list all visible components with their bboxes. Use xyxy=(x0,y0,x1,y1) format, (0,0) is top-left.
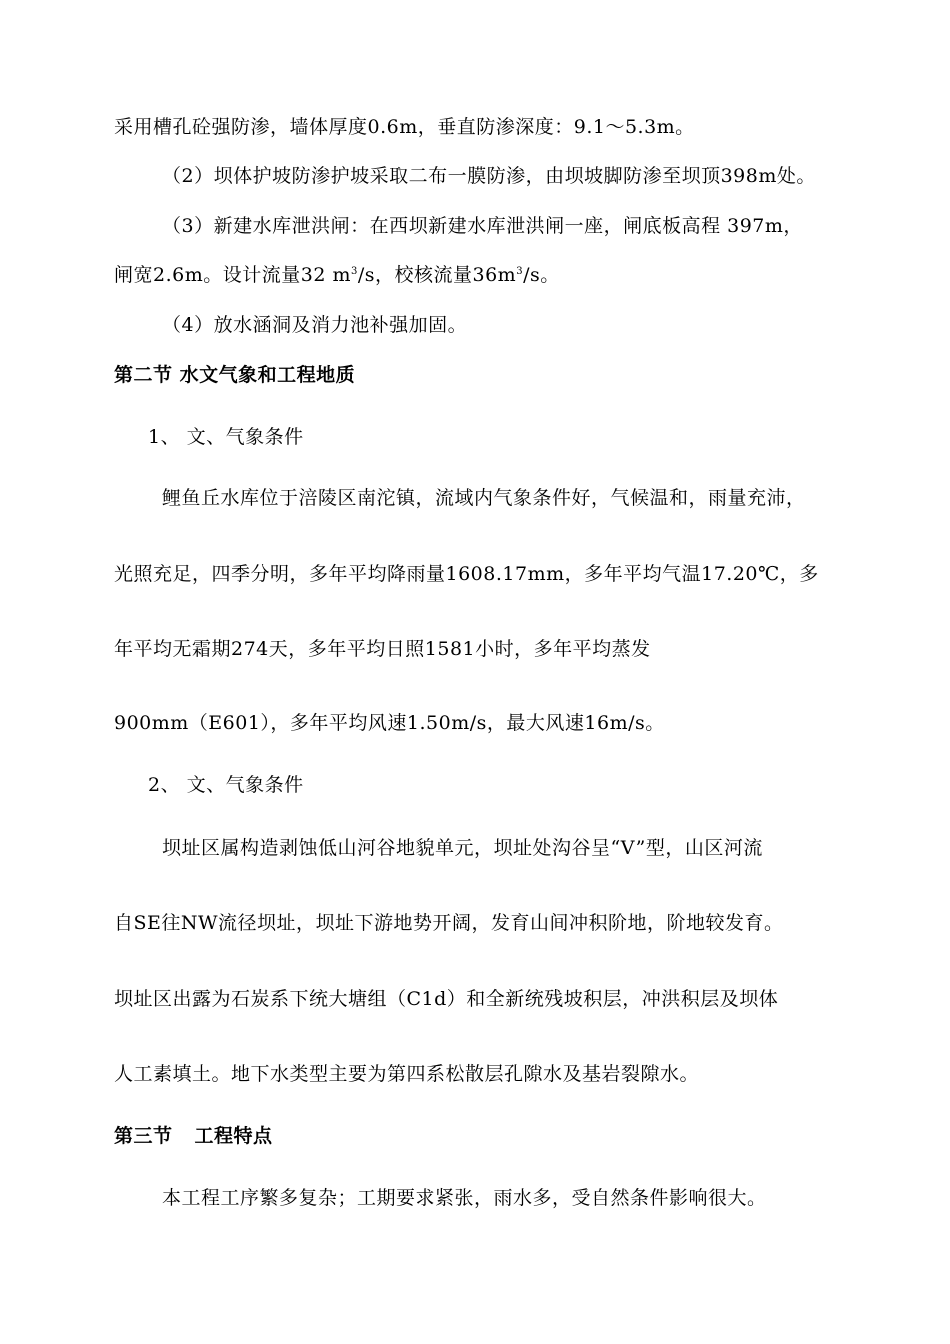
section-number: 第三节 xyxy=(114,1125,173,1147)
list-item-3: （3）新建水库泄洪闸：在西坝新建水库泄洪闸一座，闸底板高程 397m， xyxy=(162,215,803,237)
list-item-3-continuation xyxy=(114,262,560,288)
paragraph-line: 自SE往NW流径坝址，坝址下游地势开阔，发育山间冲积阶地，阶地较发育。 xyxy=(114,912,784,934)
section-heading xyxy=(114,1123,273,1149)
paragraph-line: 坝址区属构造剥蚀低山河谷地貌单元，坝址处沟谷呈“V”型，山区河流 xyxy=(162,837,763,859)
section-heading: 第二节 水文气象和工程地质 xyxy=(114,364,356,386)
subsection-title: 1、 文、气象条件 xyxy=(148,426,304,448)
paragraph-line: 采用槽孔砼强防渗，墙体厚度0.6m，垂直防渗深度：9.1～5.3m。 xyxy=(114,116,695,138)
section-title: 工程特点 xyxy=(194,1125,273,1147)
paragraph-line: 年平均无霜期274天，多年平均日照1581小时，多年平均蒸发 xyxy=(114,638,651,660)
paragraph-line: 人工素填土。地下水类型主要为第四系松散层孔隙水及基岩裂隙水。 xyxy=(114,1063,700,1085)
text-run: /s。 xyxy=(523,264,560,286)
superscript: 3 xyxy=(350,266,358,277)
list-item-2: （2）坝体护坡防渗护坡采取二布一膜防渗，由坝坡脚防渗至坝顶398m处。 xyxy=(162,165,816,187)
paragraph-line: 900mm（E601），多年平均风速1.50m/s，最大风速16m/s。 xyxy=(114,712,665,734)
superscript: 3 xyxy=(516,266,524,277)
subsection-title: 2、 文、气象条件 xyxy=(148,774,304,796)
paragraph-line: 鲤鱼丘水库位于涪陵区南沱镇，流域内气象条件好，气候温和，雨量充沛， xyxy=(162,487,806,509)
list-item-4: （4）放水涵洞及消力池补强加固。 xyxy=(162,314,468,336)
paragraph-line: 光照充足，四季分明，多年平均降雨量1608.17mm，多年平均气温17.20℃，多 xyxy=(114,563,819,585)
text-run: /s，校核流量36m xyxy=(357,264,517,286)
paragraph-line: 坝址区出露为石炭系下统大塘组（C1d）和全新统残坡积层，冲洪积层及坝体 xyxy=(114,988,779,1010)
text-run: 闸宽2.6m。设计流量32 m xyxy=(114,264,351,286)
paragraph-line: 本工程工序繁多复杂；工期要求紧张，雨水多，受自然条件影响很大。 xyxy=(162,1187,767,1209)
